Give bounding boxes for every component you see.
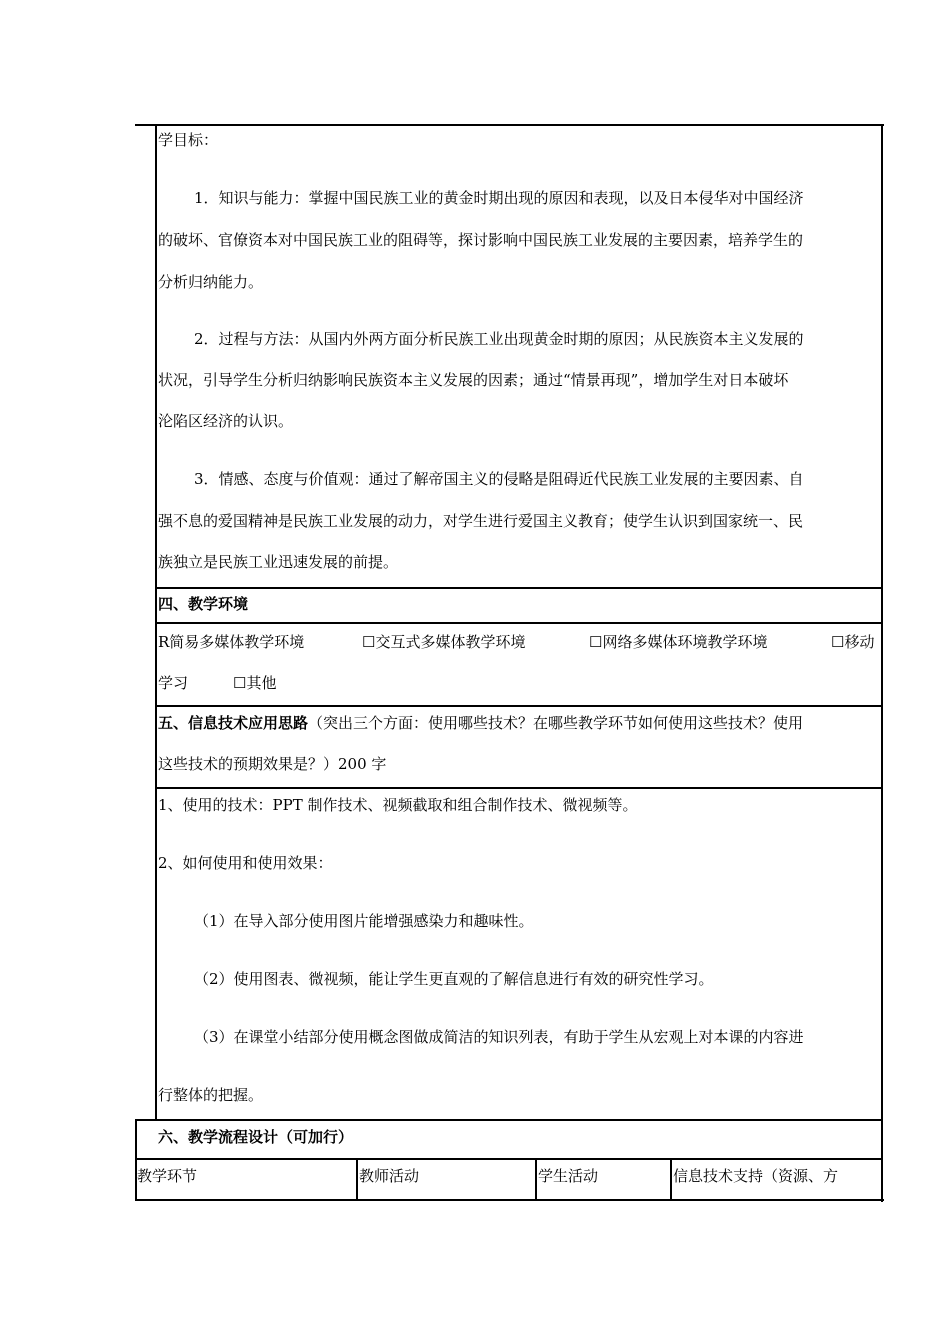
it-heading-rest: （突出三个方面：使用哪些技术？在哪些教学环节如何使用这些技术？使用: [308, 714, 804, 732]
lower-left-border: [135, 1119, 137, 1201]
env-option-mobile[interactable]: [831, 632, 874, 652]
column-header-it-support: 信息技术支持（资源、方: [673, 1167, 839, 1185]
it-heading-line2: 这些技术的预期效果是？）200 字: [158, 755, 387, 773]
env-option-label: 移动: [844, 633, 875, 651]
objective-values-line3: 族独立是民族工业迅速发展的前提。: [158, 553, 399, 571]
objective-process-line1: 2．过程与方法：从国内外两方面分析民族工业出现黄金时期的原因；从民族资本主义发展的: [194, 330, 804, 348]
objective-values-line2: 强不息的爱国精神是民族工业发展的动力，对学生进行爱国主义教育；使学生认识到国家统一、民: [158, 512, 804, 530]
teaching-flow-heading: [158, 1127, 353, 1147]
use-item-2: （2）使用图表、微视频，能让学生更直观的了解信息进行有效的研究性学习。: [194, 970, 714, 988]
environment-heading: 四、教学环境: [158, 595, 249, 613]
use-item-3-continued: 行整体的把握。: [158, 1086, 264, 1104]
it-heading-bold: 五、信息技术应用思路: [158, 714, 309, 732]
row-divider: [155, 587, 883, 589]
row-divider: [135, 1158, 883, 1160]
column-header-student: 学生活动: [538, 1167, 599, 1185]
objective-knowledge-line3: 分析归纳能力。: [158, 273, 264, 291]
row-divider: [155, 705, 883, 707]
column-divider: [535, 1158, 537, 1201]
flow-heading-bold: 六、教学流程设计: [158, 1128, 279, 1146]
how-used: 2、如何使用和使用效果：: [158, 854, 333, 872]
row-divider: [135, 1119, 883, 1121]
objective-knowledge-line1: 1．知识与能力：掌握中国民族工业的黄金时期出现的原因和表现，以及日本侵华对中国经济: [194, 189, 804, 207]
env-option-label: 交互式多媒体教学环境: [375, 633, 526, 651]
objective-knowledge-line2: 的破坏、官僚资本对中国民族工业的阻碍等，探讨影响中国民族工业发展的主要因素，培养学生的: [158, 231, 804, 249]
use-item-1: （1）在导入部分使用图片能增强感染力和趣味性。: [194, 912, 534, 930]
objective-values-line1: 3．情感、态度与价值观：通过了解帝国主义的侵略是阻碍近代民族工业发展的主要因素、自: [194, 470, 804, 488]
objective-process-line2: 状况，引导学生分析归纳影响民族资本主义发展的因素；通过“情景再现”，增加学生对日本破坏: [158, 371, 789, 389]
row-divider: [155, 622, 883, 624]
it-application-heading: [158, 713, 803, 733]
objective-process-line3: 沦陷区经济的认识。: [158, 412, 294, 430]
checkbox-icon: ☐: [831, 633, 845, 651]
column-divider: [670, 1158, 672, 1201]
flow-heading-tail: （可加行）: [278, 1128, 354, 1146]
checked-mark-icon: R: [158, 633, 170, 651]
objectives-heading: 学目标：: [158, 131, 219, 149]
table-top-border: [135, 124, 884, 126]
env-option-other[interactable]: [233, 673, 276, 693]
table-right-border: [881, 124, 883, 1202]
checkbox-icon: ☐: [233, 674, 247, 692]
env-option-label: 其他: [246, 674, 277, 692]
env-option-mobile-continued: 学习: [158, 674, 189, 692]
checkbox-icon: ☐: [589, 633, 603, 651]
env-option-label: 网络多媒体环境教学环境: [602, 633, 768, 651]
env-option-simple[interactable]: [158, 632, 304, 652]
row-divider: [155, 787, 883, 789]
use-item-3: （3）在课堂小结部分使用概念图做成简洁的知识列表，有助于学生从宏观上对本课的内容进: [194, 1028, 804, 1046]
env-option-interactive[interactable]: [362, 632, 525, 652]
env-option-label: 简易多媒体教学环境: [169, 633, 305, 651]
column-header-teacher: 教师活动: [359, 1167, 420, 1185]
column-divider: [356, 1158, 358, 1201]
env-option-network[interactable]: [589, 632, 767, 652]
checkbox-icon: ☐: [362, 633, 376, 651]
table-bottom-border: [135, 1199, 884, 1201]
tech-used: 1、使用的技术：PPT 制作技术、视频截取和组合制作技术、微视频等。: [158, 796, 638, 814]
column-header-stage: 教学环节: [137, 1167, 198, 1185]
